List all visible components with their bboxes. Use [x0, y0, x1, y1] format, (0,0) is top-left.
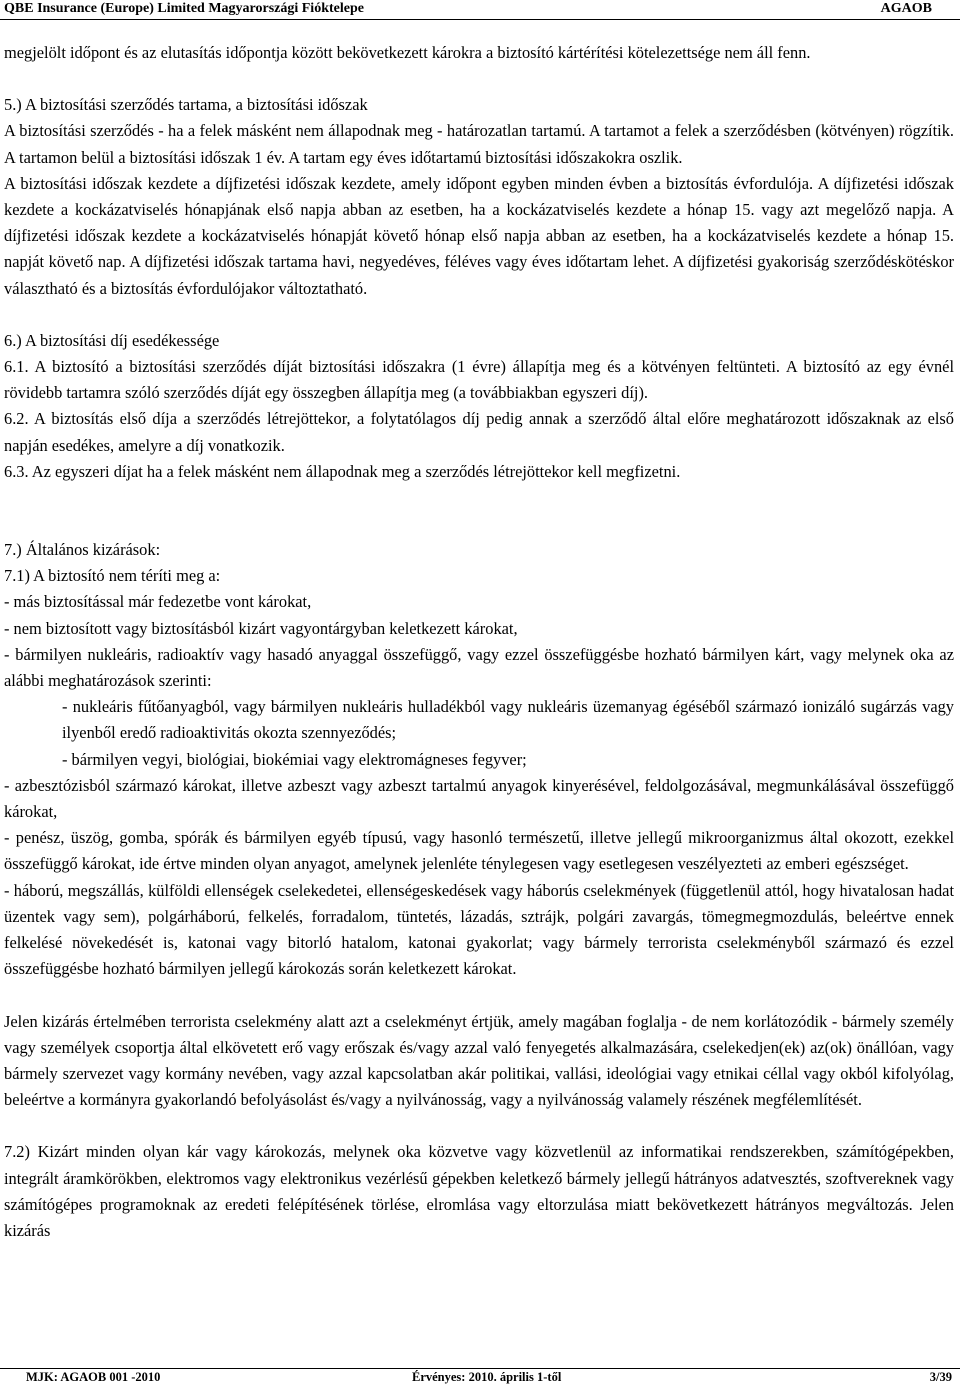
section-6-1: 6.1. A biztosító a biztosítási szerződés díját biztosítási időszakra (1 évre) állapítja meg és a kötvényen feltünteti. A biztosító az egy évnél rövidebb tartamra szóló szerződés díját egy összegben állapítja meg (a továbbiakban egyszeri díj). [4, 357, 954, 403]
section-5-title: 5.) A biztosítási szerződés tartama, a biztosítási időszak [4, 95, 368, 115]
exclusion-subitem: - bármilyen vegyi, biológiai, biokémiai vagy elektromágneses fegyver; [62, 749, 527, 769]
exclusion-item: - háború, megszállás, külföldi ellenségek cselekedetei, ellenségeskedések vagy háborús cselekmények (függetlenül attól, hogy hivatalosan hadat üzentek vagy sem), polgárháború, felkelés, forradalom, tüntetés, lázadás, sztrájk, polgári zavargás, tömegmegmozdulás, beleértve ennek felkelésé növekedését is, katonai vagy bitorló hatalom, katonai gyakorlat; vagy bármely terrorista cselekményből származó és ezzel összefüggésbe hozható bármilyen jellegű károkozás során keletkezett károkat. [4, 880, 954, 979]
exclusion-item: - más biztosítással már fedezetbe vont károkat, [4, 592, 312, 612]
terrorism-definition: Jelen kizárás értelmében terrorista cselekmény alatt azt a cselekményt értjük, amely magában foglalja - de nem korlátozódik - bármely személy vagy személyek csoportja által elkövetett erő vagy erőszak és/vagy azzal való fenyegetés alkalmazására, cselekedjen(ek) az(ok) önállóan, vagy bármely szervezet vagy kormány nevében, vagy azzal kapcsolatban akár politikai, vallási, ideológiai vagy etnikai céllal vagy okból kifolyólag, beleértve a kormányra gyakorlandó befolyásolást és/vagy a nyilvánosság, vagy a nyilvánosság valamely részének megfélemlítését. [4, 1011, 954, 1110]
section-6-title: 6.) A biztosítási díj esedékessége [4, 330, 220, 350]
exclusion-item: - penész, üszög, gomba, spórák és bármilyen egyéb típusú, vagy hasonló természetű, illetve jellegű mikroorganizmus által okozott, ezekkel összefüggő károkat, ide értve minden olyan anyagot, amelynek jelenléte ténylegesen vagy esetlegesen veszélyezteti az emberi egészséget. [4, 828, 954, 874]
section-7-1-intro: 7.1) A biztosító nem téríti meg a: [4, 566, 221, 586]
section-7-title: 7.) Általános kizárások: [4, 540, 161, 560]
footer-document-id: MJK: AGAOB 001 -2010 [26, 1370, 161, 1384]
section-7-2: 7.2) Kizárt minden olyan kár vagy károkozás, melynek oka közvetve vagy közvetlenül az informatikai rendszerekben, számítógépekben, integrált áramkörökben, elektromos vagy elektronikus vezérlésű gépekben keletkező bármely jellegű hátrányos adatvesztés, szoftvereknek vagy számítógépes programoknak az eredeti felépítésének törlése, elromlása vagy eltorzulása miatt bekövetkezett hátrányos megváltozás. Jelen kizárás [4, 1142, 954, 1240]
footer-page-number: 3/39 [929, 1370, 952, 1384]
page-footer [0, 1368, 960, 1386]
page-header [0, 0, 960, 20]
section-6-3: 6.3. Az egyszeri díjat ha a felek másként nem állapodnak meg a szerződés létrejöttekor kell megfizetni. [4, 461, 681, 481]
document-body [4, 40, 954, 1244]
header-document-code: AGAOB [880, 1, 932, 16]
paragraph-continuation: megjelölt időpont és az elutasítás időpontja között bekövetkezett károkra a biztosító kártérítési kötelezettsége nem áll fenn. [4, 43, 811, 62]
exclusion-item: - nem biztosított vagy biztosításból kizárt vagyontárgyban keletkezett károkat, [4, 618, 518, 638]
section-5-paragraph-2: A biztosítási időszak kezdete a díjfizetési időszak kezdete, amely időpont egyben minden évben a biztosítás évfordulója. A díjfizetési időszak kezdete a kockázatviselés hónapjának első napja abban az esetben, ha a kockázatviselés kezdete a hónap 15. vagy azt megelőző napja. A díjfizetési időszak kezdete a kockázatviselés hónapját követő hónap első napja abban az esetben, ha a kockázatviselés kezdete a hónap 15. napját követő nap. A díjfizetési időszak tartama havi, negyedéves, féléves vagy éves időtartam lehet. A díjfizetési gyakoriság szerződéskötéskor választható és a biztosítás évfordulójakor változtatható. [4, 173, 954, 298]
footer-validity: Érvényes: 2010. április 1-től [412, 1370, 562, 1384]
exclusion-item: - bármilyen nukleáris, radioaktív vagy hasadó anyaggal összefüggő, vagy ezzel összefüggésbe hozható bármilyen kárt, vagy melynek oka az alábbi meghatározások szerinti: [4, 644, 954, 691]
header-company-name: QBE Insurance (Europe) Limited Magyarországi Fióktelepe [4, 1, 364, 16]
exclusion-subitem: - nukleáris fűtőanyagból, vagy bármilyen nukleáris hulladékból vagy nukleáris üzemanyag égéséből származó ionizáló sugárzás vagy ilyenből eredő radioaktivitás okozta szennyeződés; [62, 697, 954, 743]
section-6-2: 6.2. A biztosítás első díja a szerződés létrejöttekor, a folytatólagos díj pedig annak a szerződő által előre meghatározott időszaknak az első napján esedékes, amelyre a díj vonatkozik. [4, 409, 954, 455]
exclusion-item: - azbesztózisból származó károkat, illetve azbeszt vagy azbeszt tartalmú anyagok kinyerésével, feldolgozásával, megmunkálásával összefüggő károkat, [4, 775, 954, 822]
section-5-paragraph-1: A biztosítási szerződés - ha a felek másként nem állapodnak meg - határozatlan tartamú. A tartamot a felek a szerződésben (kötvényen) rögzítik. A tartamon belül a biztosítási időszak 1 év. A tartam egy éves időtartamú biztosítási időszakokra oszlik. [4, 121, 954, 167]
